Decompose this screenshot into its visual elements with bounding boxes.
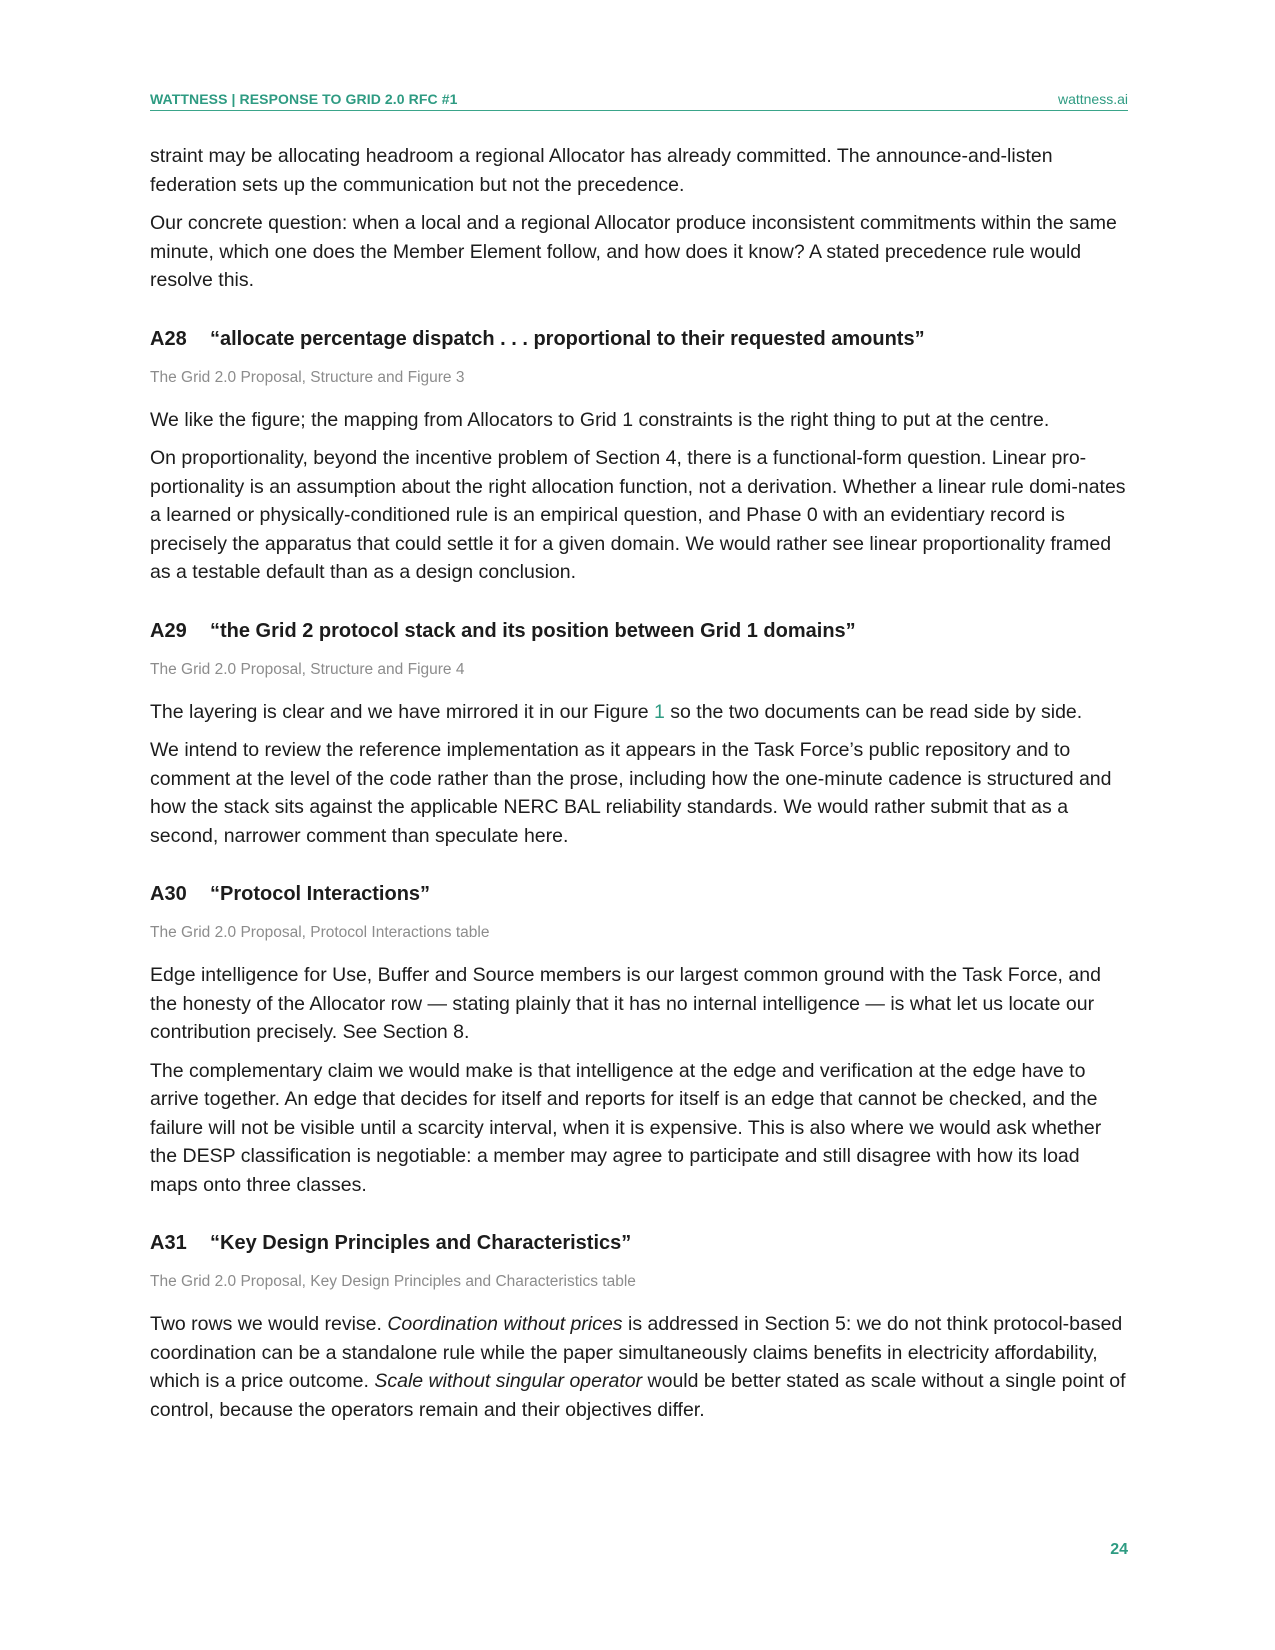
paragraph-text: Two rows we would revise. — [150, 1313, 388, 1335]
section-source: The Grid 2.0 Proposal, Protocol Interactions table — [150, 924, 490, 941]
section-source: The Grid 2.0 Proposal, Structure and Figure 4 — [150, 660, 465, 678]
intro-paragraph: Our concrete question: when a local and a regional Allocator produce inconsistent commitments within the same minute, which one does the Member Element follow, and how does it know? A stated precedence rule would resolve this. — [150, 212, 1117, 291]
section-paragraph: Edge intelligence for Use, Buffer and Source members is our largest common ground with the Task Force, and the honesty of the Allocator row — stating plainly that it has no internal intelligence — is what let us locate our contribution precisely. See Section 8. — [150, 964, 1101, 1043]
section-paragraph: We intend to review the reference implementation as it appears in the Task Force’s public repository and to comment at the level of the code rather than the prose, including how the one-minute cadence is structured and how the stack sits against the applicable NERC BAL reliability standards. We would rather submit that as a second, narrower comment than speculate here. — [150, 739, 1112, 847]
section-source: The Grid 2.0 Proposal, Structure and Figure 3 — [150, 368, 465, 386]
header-title: WATTNESS | RESPONSE TO GRID 2.0 RFC #1 — [150, 91, 458, 107]
figure-reference-link[interactable]: 1 — [653, 700, 665, 723]
section-number: A30 — [150, 883, 187, 905]
paragraph-text: would be better stated as scale without a single point of control, because the operators remain and their objectives differ. — [150, 1370, 1126, 1421]
paragraph-text: The layering is clear and we have mirrored it in our Figure — [150, 700, 654, 723]
section-title: “allocate percentage dispatch . . . proportional to their requested amounts” — [210, 327, 925, 350]
section-title: “the Grid 2 protocol stack and its position between Grid 1 domains” — [210, 619, 856, 642]
section-heading — [150, 324, 1128, 354]
section-paragraph: We like the figure; the mapping from Allocators to Grid 1 constraints is the right thing to put at the centre. — [150, 408, 1050, 431]
section-number: A31 — [150, 1232, 187, 1254]
paragraph-text: so the two documents can be read side by side. — [664, 700, 1083, 723]
section-a28 — [150, 324, 1128, 587]
intro-paragraph: straint may be allocating headroom a regional Allocator has already committed. The announce-and-listen federation sets up the communication but not the precedence. — [150, 145, 1053, 196]
section-heading — [150, 616, 1128, 646]
page-number: 24 — [1110, 1541, 1128, 1558]
section-paragraph: On proportionality, beyond the incentive problem of Section 4, there is a functional-form question. Linear pro-portionality is an assumption about the right allocation function, not a derivation. Whether a linear rule domi-nates a learned or physically-conditioned rule is an empirical question, and Phase 0 with an evidentiary record is precisely the apparatus that could settle it for a given domain. We would rather see linear proportionality framed as a testable default than as a design conclusion. — [150, 447, 1126, 583]
section-number: A28 — [150, 327, 187, 350]
section-a31 — [150, 1228, 1128, 1424]
section-paragraph: The complementary claim we would make is that intelligence at the edge and verification at the edge have to arrive together. An edge that decides for itself and reports for itself is an edge that cannot be checked, and the failure will not be visible until a scarcity interval, when it is expensive. This is also where we would ask whether the DESP classification is negotiable: a member may agree to participate and still disagree with how its load maps onto three classes. — [150, 1059, 1102, 1196]
section-title: “Key Design Principles and Characteristics” — [210, 1232, 632, 1254]
section-source: The Grid 2.0 Proposal, Key Design Principles and Characteristics table — [150, 1273, 636, 1290]
section-title: “Protocol Interactions” — [210, 883, 431, 905]
section-paragraph — [150, 698, 1128, 727]
italic-term: Coordination without prices — [387, 1313, 623, 1335]
section-a29 — [150, 616, 1128, 851]
italic-term: Scale without singular operator — [374, 1370, 643, 1392]
running-header — [150, 91, 1128, 111]
section-a30 — [150, 879, 1128, 1199]
section-paragraph — [150, 1310, 1128, 1424]
header-website-link[interactable]: wattness.ai — [1057, 91, 1128, 107]
document-body — [150, 142, 1128, 1434]
paragraph-text: is addressed in Section 5: we do not think protocol-based coordination can be a standalone rule while the paper simultaneously claims benefits in electricity affordability, which is a price outcome. — [150, 1313, 1123, 1392]
section-heading — [150, 1228, 1128, 1258]
section-number: A29 — [150, 619, 187, 642]
section-heading — [150, 879, 1128, 909]
